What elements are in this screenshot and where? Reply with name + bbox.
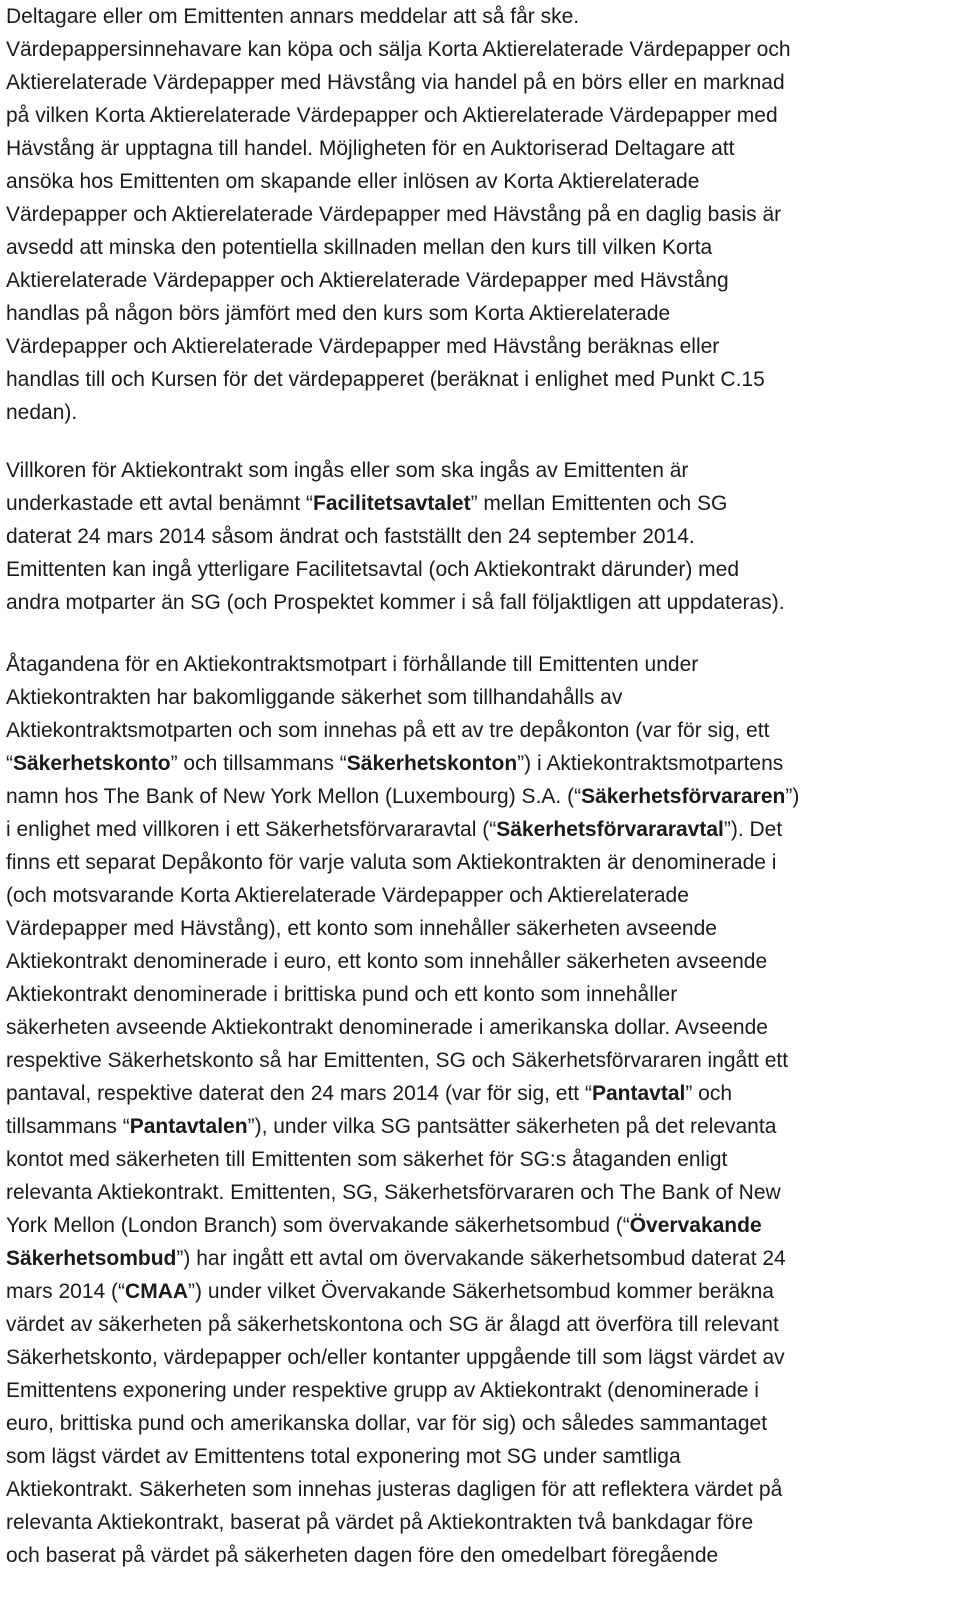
defined-term: Facilitetsavtalet bbox=[313, 492, 471, 515]
text-run: i enlighet med villkoren i ett Säkerhetsförvararavtal (“ bbox=[6, 818, 497, 841]
text-line bbox=[6, 813, 799, 846]
text-run: relevanta Aktiekontrakt. Emittenten, SG, Säkerhetsförvararen och The Bank of New bbox=[6, 1181, 781, 1204]
text-line bbox=[6, 1308, 799, 1341]
text-run: som lägst värdet av Emittentens total exponering mot SG under samtliga bbox=[6, 1445, 681, 1468]
text-run: namn hos The Bank of New York Mellon (Luxembourg) S.A. (“ bbox=[6, 785, 582, 808]
text-run: pantaval, respektive daterat den 24 mars 2014 (var för sig, ett “ bbox=[6, 1082, 592, 1105]
defined-term: Säkerhetskonton bbox=[346, 752, 518, 775]
defined-term: Övervakande bbox=[629, 1214, 762, 1237]
text-run: respektive Säkerhetskonto så har Emittenten, SG och Säkerhetsförvararen ingått ett bbox=[6, 1049, 789, 1072]
text-line bbox=[6, 487, 785, 520]
text-run: daterat 24 mars 2014 såsom ändrat och fastställt den 24 september 2014. bbox=[6, 525, 695, 548]
text-run: Aktiekontrakt. Säkerheten som innehas justeras dagligen för att reflektera värdet på bbox=[6, 1478, 783, 1501]
text-run: “ bbox=[6, 752, 13, 775]
text-run: handlas på någon börs jämfört med den kurs som Korta Aktierelaterade bbox=[6, 302, 671, 325]
text-run: ” mellan Emittenten och SG bbox=[470, 492, 728, 515]
text-line bbox=[6, 1341, 799, 1374]
text-run: Värdepappersinnehavare kan köpa och sälja Korta Aktierelaterade Värdepapper och bbox=[6, 38, 791, 61]
text-run: mars 2014 (“ bbox=[6, 1280, 126, 1303]
text-run: på vilken Korta Aktierelaterade Värdepapper och Aktierelaterade Värdepapper med bbox=[6, 104, 778, 127]
text-run: Aktiekontrakten har bakomliggande säkerhet som tillhandahålls av bbox=[6, 686, 623, 709]
text-run: underkastade ett avtal benämnt “ bbox=[6, 492, 314, 515]
text-run: Aktierelaterade Värdepapper och Aktierelaterade Värdepapper med Hävstång bbox=[6, 269, 729, 292]
text-run: Värdepapper och Aktierelaterade Värdepapper med Hävstång på en daglig basis är bbox=[6, 203, 782, 226]
text-run: säkerheten avseende Aktiekontrakt denominerade i amerikanska dollar. Avseende bbox=[6, 1016, 768, 1039]
text-line bbox=[6, 264, 791, 297]
text-line bbox=[6, 330, 791, 363]
text-run: ”) i Aktiekontraktsmotpartens bbox=[517, 752, 784, 775]
text-run: finns ett separat Depåkonto för varje valuta som Aktiekontrakten är denominerade i bbox=[6, 851, 777, 874]
defined-term: Säkerhetskonto bbox=[13, 752, 171, 775]
text-run: Säkerhetskonto, värdepapper och/eller kontanter uppgående till som lägst värdet av bbox=[6, 1346, 785, 1369]
text-run: Värdepapper med Hävstång), ett konto som innehåller säkerheten avseende bbox=[6, 917, 717, 940]
text-line bbox=[6, 363, 791, 396]
defined-term: Säkerhetsförvararen bbox=[581, 785, 786, 808]
text-line bbox=[6, 66, 791, 99]
text-line bbox=[6, 132, 791, 165]
text-run: Aktiekontraktsmotparten och som innehas på ett av tre depåkonton (var för sig, ett bbox=[6, 719, 770, 742]
text-line bbox=[6, 780, 799, 813]
text-run: avsedd att minska den potentiella skillnaden mellan den kurs till vilken Korta bbox=[6, 236, 713, 259]
text-run: ”) har ingått ett avtal om övervakande säkerhetsombud daterat 24 bbox=[176, 1247, 786, 1270]
text-line bbox=[6, 0, 791, 33]
text-line bbox=[6, 1539, 799, 1572]
text-line bbox=[6, 396, 791, 429]
text-line bbox=[6, 1275, 799, 1308]
text-line bbox=[6, 648, 799, 681]
text-line bbox=[6, 681, 799, 714]
text-line bbox=[6, 297, 791, 330]
text-line bbox=[6, 1506, 799, 1539]
defined-term: CMAA bbox=[125, 1280, 189, 1303]
text-run: handlas till och Kursen för det värdepapperet (beräknat i enlighet med Punkt C.15 bbox=[6, 368, 765, 391]
text-line bbox=[6, 99, 791, 132]
text-run: York Mellon (London Branch) som övervakande säkerhetsombud (“ bbox=[6, 1214, 630, 1237]
text-line bbox=[6, 1110, 799, 1143]
text-run: ansöka hos Emittenten om skapande eller inlösen av Korta Aktierelaterade bbox=[6, 170, 700, 193]
text-line bbox=[6, 945, 799, 978]
text-run: Aktiekontrakt denominerade i euro, ett konto som innehåller säkerheten avseende bbox=[6, 950, 768, 973]
text-line bbox=[6, 33, 791, 66]
defined-term: Pantavtal bbox=[591, 1082, 686, 1105]
text-line bbox=[6, 1011, 799, 1044]
text-run: Aktierelaterade Värdepapper med Hävstång via handel på en börs eller en marknad bbox=[6, 71, 785, 94]
text-line bbox=[6, 1407, 799, 1440]
text-run: tillsammans “ bbox=[6, 1115, 130, 1138]
text-run: ”) under vilket Övervakande Säkerhetsombud kommer beräkna bbox=[188, 1280, 774, 1303]
text-run: ” och tillsammans “ bbox=[170, 752, 347, 775]
text-line bbox=[6, 1176, 799, 1209]
text-run: Hävstång är upptagna till handel. Möjligheten för en Auktoriserad Deltagare att bbox=[6, 137, 735, 160]
text-run: Åtagandena för en Aktiekontraktsmotpart i förhållande till Emittenten under bbox=[6, 653, 699, 676]
text-line bbox=[6, 747, 799, 780]
text-line bbox=[6, 846, 799, 879]
text-line bbox=[6, 165, 791, 198]
defined-term: Pantavtalen bbox=[129, 1115, 248, 1138]
text-line bbox=[6, 1242, 799, 1275]
text-line bbox=[6, 879, 799, 912]
text-line bbox=[6, 912, 799, 945]
text-line bbox=[6, 1374, 799, 1407]
text-line bbox=[6, 1143, 799, 1176]
paragraph-1 bbox=[6, 0, 791, 429]
text-line bbox=[6, 1440, 799, 1473]
text-run: ”). Det bbox=[723, 818, 783, 841]
text-line bbox=[6, 586, 785, 619]
text-run: ”) bbox=[785, 785, 800, 808]
text-run: Emittenten kan ingå ytterligare Facilitetsavtal (och Aktiekontrakt därunder) med bbox=[6, 558, 740, 581]
text-line bbox=[6, 454, 785, 487]
paragraph-3 bbox=[6, 648, 799, 1572]
text-run: Aktiekontrakt denominerade i brittiska pund och ett konto som innehåller bbox=[6, 983, 678, 1006]
text-line bbox=[6, 978, 799, 1011]
text-line bbox=[6, 1077, 799, 1110]
text-line bbox=[6, 1473, 799, 1506]
text-run: ” och bbox=[685, 1082, 733, 1105]
text-line bbox=[6, 1209, 799, 1242]
text-run: andra motparter än SG (och Prospektet kommer i så fall följaktligen att uppdateras). bbox=[6, 591, 785, 614]
text-run: värdet av säkerheten på säkerhetskontona och SG är ålagd att överföra till relevant bbox=[6, 1313, 779, 1336]
text-run: Emittentens exponering under respektive grupp av Aktiekontrakt (denominerade i bbox=[6, 1379, 759, 1402]
text-run: Villkoren för Aktiekontrakt som ingås eller som ska ingås av Emittenten är bbox=[6, 459, 689, 482]
text-run: kontot med säkerheten till Emittenten som säkerhet för SG:s åtaganden enligt bbox=[6, 1148, 728, 1171]
text-run: Deltagare eller om Emittenten annars meddelar att så får ske. bbox=[6, 5, 580, 28]
text-run: Värdepapper och Aktierelaterade Värdepapper med Hävstång beräknas eller bbox=[6, 335, 720, 358]
text-line bbox=[6, 553, 785, 586]
text-run: (och motsvarande Korta Aktierelaterade Värdepapper och Aktierelaterade bbox=[6, 884, 689, 907]
text-run: nedan). bbox=[6, 401, 78, 424]
text-line bbox=[6, 1044, 799, 1077]
text-run: ”), under vilka SG pantsätter säkerheten på det relevanta bbox=[247, 1115, 777, 1138]
text-run: relevanta Aktiekontrakt, baserat på värdet på Aktiekontrakten två bankdagar före bbox=[6, 1511, 754, 1534]
defined-term: Säkerhetsförvararavtal bbox=[496, 818, 724, 841]
text-run: euro, brittiska pund och amerikanska dollar, var för sig) och således sammantaget bbox=[6, 1412, 768, 1435]
text-run: och baserat på värdet på säkerheten dagen före den omedelbart föregående bbox=[6, 1544, 719, 1567]
text-line bbox=[6, 231, 791, 264]
text-line bbox=[6, 714, 799, 747]
text-line bbox=[6, 520, 785, 553]
defined-term: Säkerhetsombud bbox=[6, 1247, 177, 1270]
text-line bbox=[6, 198, 791, 231]
paragraph-2 bbox=[6, 454, 785, 619]
